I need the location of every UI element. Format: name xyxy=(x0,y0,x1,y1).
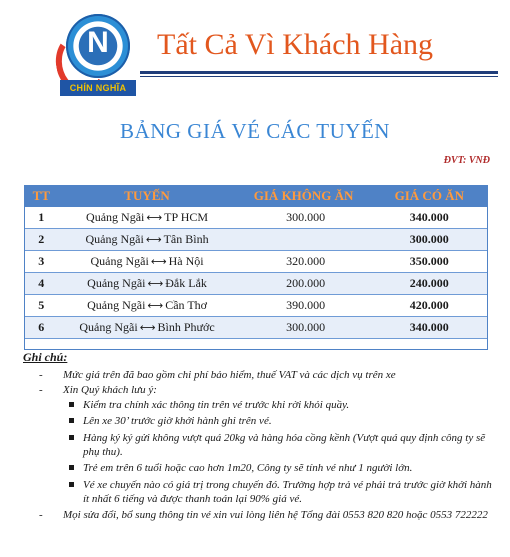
table-row xyxy=(25,295,488,317)
left-right-arrow-icon: ⟷ xyxy=(147,299,164,312)
route-from: Quảng Ngãi xyxy=(79,320,138,334)
route-cell xyxy=(58,273,236,295)
left-right-arrow-icon: ⟷ xyxy=(146,211,163,224)
note-bullet: Lên xe 30’ trước giờ khởi hành ghi trên vé. xyxy=(23,414,493,428)
route-to: Đắk Lắk xyxy=(165,276,207,290)
column-header-price-meal: GIÁ CÓ ĂN xyxy=(371,186,487,207)
page-title: BẢNG GIÁ VÉ CÁC TUYẾN xyxy=(120,119,390,143)
table-row xyxy=(25,317,488,339)
notes-title: Ghi chú: xyxy=(23,350,68,364)
route-to: Hà Nội xyxy=(168,254,204,268)
logo-text: CHÍN NGHĨA xyxy=(60,80,136,96)
route-cell xyxy=(58,251,236,273)
note-line: - Xin Quý khách lưu ý: xyxy=(23,383,493,397)
route-cell xyxy=(58,317,236,339)
row-number: 1 xyxy=(25,207,58,229)
header-divider-thick xyxy=(140,71,498,74)
price-no-meal: 300.000 xyxy=(236,317,371,339)
price-table xyxy=(24,185,488,339)
table-row xyxy=(25,273,488,295)
note-line: - Mức giá trên đã bao gồm chi phí bảo hiểm, thuế VAT và các dịch vụ trên xe xyxy=(23,368,493,382)
row-number: 2 xyxy=(25,229,58,251)
note-bullet: Trẻ em trên 6 tuổi hoặc cao hơn 1m20, Công ty sẽ tính vé như 1 người lớn. xyxy=(23,461,493,475)
row-number: 3 xyxy=(25,251,58,273)
route-cell xyxy=(58,295,236,317)
price-meal: 420.000 xyxy=(371,295,487,317)
price-no-meal: 320.000 xyxy=(236,251,371,273)
row-number: 4 xyxy=(25,273,58,295)
route-cell xyxy=(58,207,236,229)
company-logo xyxy=(60,14,136,98)
logo-letter: N xyxy=(87,26,109,59)
column-header-price-no-meal: GIÁ KHÔNG ĂN xyxy=(236,186,371,207)
header-divider-thin xyxy=(140,76,498,77)
left-right-arrow-icon: ⟷ xyxy=(150,255,167,268)
route-from: Quảng Ngãi xyxy=(87,276,146,290)
left-right-arrow-icon: ⟷ xyxy=(139,321,156,334)
route-to: Tân Bình xyxy=(163,232,209,246)
price-meal: 340.000 xyxy=(371,207,487,229)
route-from: Quảng Ngãi xyxy=(90,254,149,268)
route-to: TP HCM xyxy=(164,210,209,224)
note-line: - Mọi sửa đổi, bổ sung thông tin vé xin vui lòng liên hệ Tổng đài 0553 820 820 hoặc 0553 722222 xyxy=(23,508,493,522)
column-header-route: TUYẾN xyxy=(58,186,236,207)
table-header-row xyxy=(25,186,488,207)
note-bullet: Hàng ký ký gửi không vượt quá 20kg và hàng hóa cồng kềnh (Vượt quá quy định công ty sẽ phụ thu). xyxy=(23,431,493,460)
table-row xyxy=(25,207,488,229)
price-meal: 300.000 xyxy=(371,229,487,251)
price-no-meal xyxy=(236,229,371,251)
row-number: 5 xyxy=(25,295,58,317)
table-row xyxy=(25,251,488,273)
route-to: Bình Phước xyxy=(157,320,215,334)
slogan: Tất Cả Vì Khách Hàng xyxy=(157,28,434,61)
price-no-meal: 390.000 xyxy=(236,295,371,317)
route-from: Quảng Ngãi xyxy=(85,232,144,246)
table-row xyxy=(25,229,488,251)
price-no-meal: 300.000 xyxy=(236,207,371,229)
left-right-arrow-icon: ⟷ xyxy=(147,277,164,290)
row-number: 6 xyxy=(25,317,58,339)
price-meal: 340.000 xyxy=(371,317,487,339)
route-to: Cần Thơ xyxy=(165,298,207,312)
currency-unit: ĐVT: VNĐ xyxy=(443,155,490,166)
route-cell xyxy=(58,229,236,251)
price-meal: 240.000 xyxy=(371,273,487,295)
price-meal: 350.000 xyxy=(371,251,487,273)
notes-section xyxy=(23,350,493,524)
price-no-meal: 200.000 xyxy=(236,273,371,295)
left-right-arrow-icon: ⟷ xyxy=(145,233,162,246)
route-from: Quảng Ngãi xyxy=(86,210,145,224)
note-bullet: Kiểm tra chính xác thông tin trên vé trước khi rời khỏi quầy. xyxy=(23,398,493,412)
note-bullet: Vé xe chuyến nào có giá trị trong chuyến đó. Trường hợp trả vé phải trả trước giờ khởi hành ít nhất 6 tiếng và được thanh toán lại 90% giá vé. xyxy=(23,478,493,507)
column-header-tt: TT xyxy=(25,186,58,207)
route-from: Quảng Ngãi xyxy=(87,298,146,312)
